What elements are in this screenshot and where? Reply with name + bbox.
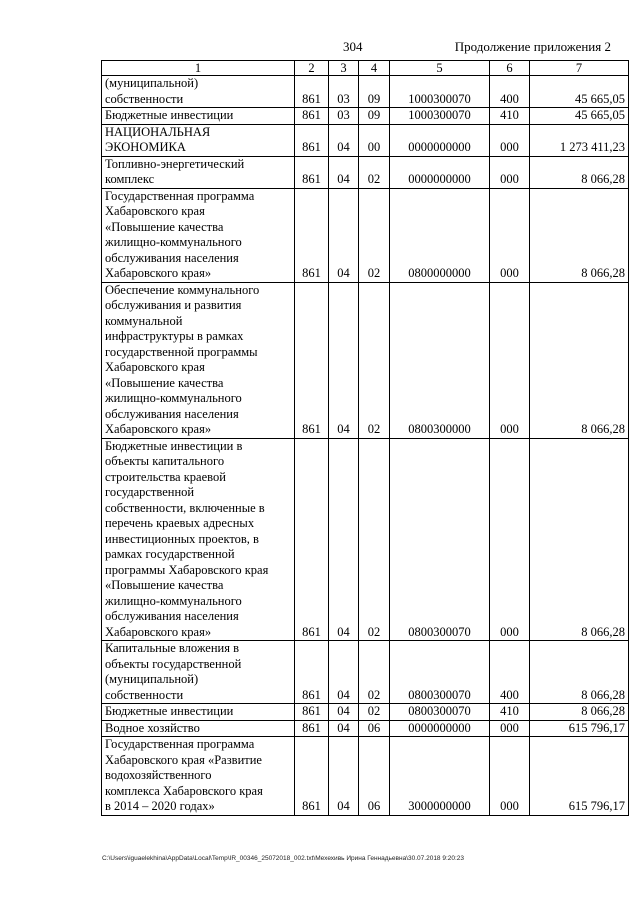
row-name-line: Хабаровского края «Развитие: [105, 752, 262, 767]
column-header: 2: [295, 61, 329, 76]
row-name-line: государственной: [105, 485, 195, 499]
row-name-line: перечень краевых адресных: [105, 516, 255, 530]
target-article-code: 1000300070: [390, 108, 490, 125]
row-name-line: обслуживания населения: [105, 250, 239, 265]
row-name-line: собственности: [105, 91, 184, 106]
amount: 8 066,28: [530, 438, 629, 641]
row-name-line: (муниципальной): [105, 672, 199, 686]
row-name-line: «Повышение качества: [105, 578, 224, 592]
row-name-line: обслуживания населения: [105, 406, 239, 421]
section-code: 04: [329, 737, 359, 816]
expense-type-code: 410: [490, 704, 530, 721]
subsection-code: 02: [359, 438, 390, 641]
row-name-line: инфраструктуры в рамках: [105, 329, 244, 343]
target-article-code: 3000000000: [390, 737, 490, 816]
row-name: [102, 108, 295, 125]
admin-code: 861: [295, 188, 329, 282]
section-code: 04: [329, 156, 359, 188]
amount: 45 665,05: [530, 76, 629, 108]
row-name: [102, 720, 295, 737]
row-name-line: жилищно-коммунального: [105, 235, 242, 249]
expense-type-code: 000: [490, 282, 530, 438]
row-name-line: строительства краевой: [105, 469, 226, 484]
row-name-line: Государственная программа: [105, 737, 255, 751]
row-name-line: Хабаровского края»: [105, 422, 212, 436]
table-row: [102, 704, 629, 721]
amount: 8 066,28: [530, 156, 629, 188]
column-header: 4: [359, 61, 390, 76]
table-row: [102, 156, 629, 188]
page-number: 304: [343, 39, 363, 54]
row-name: [102, 188, 295, 282]
continuation-label: Продолжение приложения 2: [454, 39, 611, 54]
amount: 615 796,17: [530, 737, 629, 816]
section-code: 03: [329, 76, 359, 108]
row-name-line: комплекса Хабаровского края: [105, 783, 263, 798]
row-name-line: Хабаровского края»: [105, 266, 212, 280]
section-code: 04: [329, 641, 359, 704]
row-name-line: Бюджетные инвестиции: [105, 704, 234, 718]
row-name-line: государственной программы: [105, 344, 258, 359]
column-header: 7: [530, 61, 629, 76]
amount: 8 066,28: [530, 282, 629, 438]
table-row: [102, 124, 629, 156]
row-name: [102, 704, 295, 721]
row-name-line: «Повышение качества: [105, 219, 224, 234]
subsection-code: 02: [359, 704, 390, 721]
target-article-code: 0800300000: [390, 282, 490, 438]
admin-code: 861: [295, 641, 329, 704]
row-name: [102, 76, 295, 108]
row-name-line: «Повышение качества: [105, 375, 224, 390]
column-header: 3: [329, 61, 359, 76]
row-name-line: коммунальной: [105, 313, 183, 328]
admin-code: 861: [295, 737, 329, 816]
expense-type-code: 000: [490, 737, 530, 816]
expense-type-code: 000: [490, 720, 530, 737]
target-article-code: 0800300070: [390, 438, 490, 641]
admin-code: 861: [295, 282, 329, 438]
row-name-line: Водное хозяйство: [105, 720, 200, 735]
row-name-line: ЭКОНОМИКА: [105, 140, 186, 154]
header-row: [102, 61, 629, 76]
row-name-line: НАЦИОНАЛЬНАЯ: [105, 124, 211, 139]
section-code: 04: [329, 282, 359, 438]
row-name-line: жилищно-коммунального: [105, 593, 242, 608]
row-name-line: обслуживания и развития: [105, 298, 242, 312]
column-header: 1: [102, 61, 295, 76]
amount: 1 273 411,23: [530, 124, 629, 156]
row-name-line: объекты государственной: [105, 656, 242, 671]
section-code: 03: [329, 108, 359, 125]
target-article-code: 0000000000: [390, 124, 490, 156]
row-name-line: инвестиционных проектов, в: [105, 531, 259, 546]
admin-code: 861: [295, 438, 329, 641]
table-row: [102, 282, 629, 438]
target-article-code: 0000000000: [390, 156, 490, 188]
section-code: 04: [329, 720, 359, 737]
section-code: 04: [329, 188, 359, 282]
subsection-code: 00: [359, 124, 390, 156]
table-row: [102, 76, 629, 108]
amount: 8 066,28: [530, 641, 629, 704]
subsection-code: 02: [359, 282, 390, 438]
table-row: [102, 438, 629, 641]
row-name-line: жилищно-коммунального: [105, 391, 242, 405]
row-name: [102, 641, 295, 704]
row-name-line: рамках государственной: [105, 547, 235, 561]
subsection-code: 09: [359, 108, 390, 125]
target-article-code: 0000000000: [390, 720, 490, 737]
page-header: [0, 37, 640, 57]
row-name-line: (муниципальной): [105, 76, 199, 90]
amount: 615 796,17: [530, 720, 629, 737]
admin-code: 861: [295, 156, 329, 188]
expense-type-code: 400: [490, 641, 530, 704]
admin-code: 861: [295, 108, 329, 125]
table-row: [102, 737, 629, 816]
table-row: [102, 108, 629, 125]
admin-code: 861: [295, 704, 329, 721]
expense-type-code: 410: [490, 108, 530, 125]
subsection-code: 02: [359, 188, 390, 282]
target-article-code: 1000300070: [390, 76, 490, 108]
row-name-line: Государственная программа: [105, 188, 255, 203]
row-name-line: Бюджетные инвестиции: [105, 108, 234, 122]
subsection-code: 06: [359, 737, 390, 816]
row-name-line: объекты капитального: [105, 454, 225, 468]
row-name-line: собственности, включенные в: [105, 500, 265, 515]
section-code: 04: [329, 438, 359, 641]
admin-code: 861: [295, 76, 329, 108]
row-name-line: обслуживания населения: [105, 609, 239, 623]
table-row: [102, 641, 629, 704]
table-row: [102, 720, 629, 737]
subsection-code: 02: [359, 641, 390, 704]
subsection-code: 06: [359, 720, 390, 737]
admin-code: 861: [295, 720, 329, 737]
budget-table: [101, 60, 629, 816]
row-name-line: комплекс: [105, 172, 155, 186]
section-code: 04: [329, 124, 359, 156]
expense-type-code: 000: [490, 156, 530, 188]
row-name: [102, 282, 295, 438]
row-name-line: Хабаровского края»: [105, 624, 212, 639]
target-article-code: 0800300070: [390, 704, 490, 721]
row-name-line: собственности: [105, 687, 184, 702]
amount: 8 066,28: [530, 188, 629, 282]
row-name-line: Обеспечение коммунального: [105, 282, 260, 297]
file-path-footer: C:\Users\iguaelekhina\AppData\Local\Temp\IR_00346_25072018_002.txt\Мехехивь Ирина Геннадьевна\30.07.2018 9:20:23: [102, 855, 465, 862]
table-row: [102, 188, 629, 282]
row-name-line: Хабаровского края: [105, 360, 205, 374]
target-article-code: 0800300070: [390, 641, 490, 704]
subsection-code: 02: [359, 156, 390, 188]
row-name: [102, 737, 295, 816]
row-name-line: Бюджетные инвестиции в: [105, 438, 243, 453]
target-article-code: 0800000000: [390, 188, 490, 282]
amount: 8 066,28: [530, 704, 629, 721]
column-header: 5: [390, 61, 490, 76]
expense-type-code: 000: [490, 438, 530, 641]
row-name-line: Топливно-энергетический: [105, 156, 245, 171]
row-name: [102, 156, 295, 188]
section-code: 04: [329, 704, 359, 721]
row-name-line: Хабаровского края: [105, 204, 205, 218]
row-name: [102, 438, 295, 641]
admin-code: 861: [295, 124, 329, 156]
row-name-line: водохозяйственного: [105, 768, 212, 782]
expense-type-code: 000: [490, 124, 530, 156]
subsection-code: 09: [359, 76, 390, 108]
column-header: 6: [490, 61, 530, 76]
row-name-line: программы Хабаровского края: [105, 562, 269, 577]
row-name-line: в 2014 – 2020 годах»: [105, 799, 215, 813]
expense-type-code: 400: [490, 76, 530, 108]
expense-type-code: 000: [490, 188, 530, 282]
amount: 45 665,05: [530, 108, 629, 125]
row-name-line: Капитальные вложения в: [105, 641, 239, 655]
row-name: [102, 124, 295, 156]
